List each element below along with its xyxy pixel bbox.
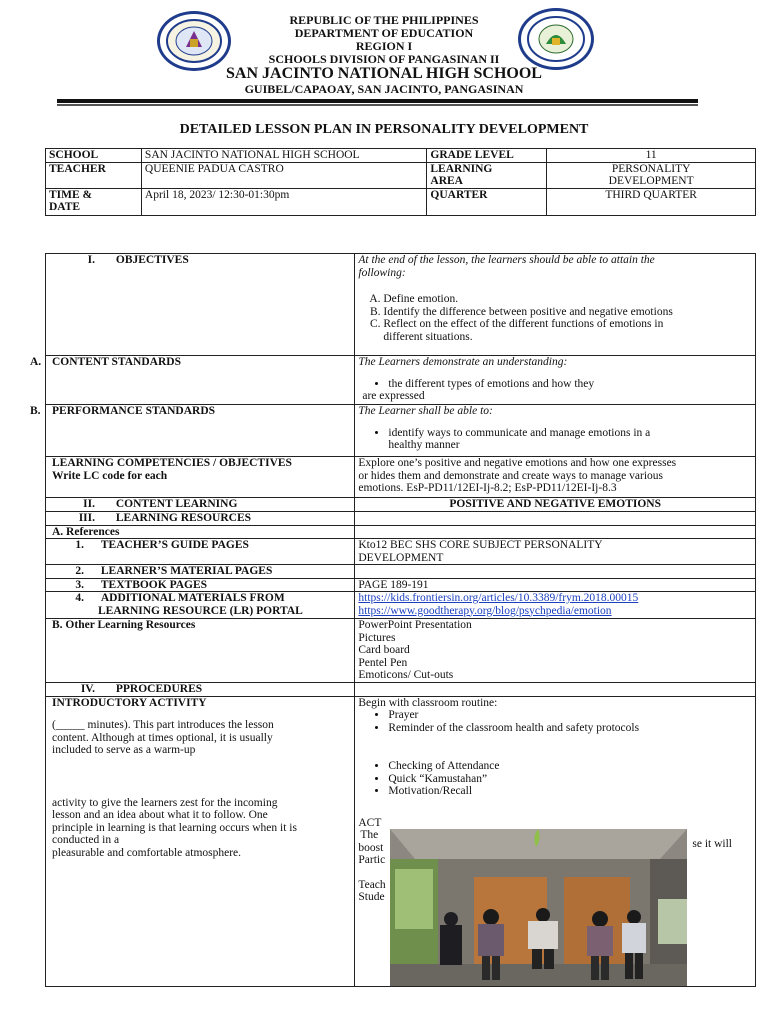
learners-material-label: LEARNER’S MATERIAL PAGES (100, 565, 273, 577)
objectives-label-cell (46, 254, 355, 356)
learning-competencies-text-3: emotions. EsP-PD11/12EI-Ij-8.2; EsP-PD11/12EI-Ij-8.3 (358, 482, 617, 494)
procedures-label-cell (46, 683, 355, 697)
textbook-num: 3. (75, 578, 84, 591)
learning-area-value (547, 162, 756, 188)
document-title: DETAILED LESSON PLAN IN PERSONALITY DEVELOPMENT (179, 122, 589, 137)
objective-item-cont: different situations. (383, 330, 473, 343)
activity-fragment-2: The (360, 829, 379, 841)
learning-competencies-label-line1: LEARNING COMPETENCIES / OBJECTIVES (52, 457, 292, 469)
objective-item (383, 318, 752, 343)
content-learning-label: CONTENT LEARNING (115, 498, 238, 510)
other-resource-item: Pictures (358, 631, 396, 644)
content-standards-side-label: A. (30, 356, 42, 368)
content-standards-bullet: • the different types of emotions and how they (388, 378, 752, 391)
learning-area-value-line1: PERSONALITY (611, 162, 691, 175)
procedures-empty (355, 683, 756, 697)
additional-materials-links (355, 592, 756, 619)
intro-text-6: principle in learning is that learning occurs when it is (52, 821, 297, 834)
header-school-name: SAN JACINTO NATIONAL HIGH SCHOOL (226, 65, 542, 82)
performance-standards-bullet (388, 427, 752, 452)
introductory-activity-label: INTRODUCTORY ACTIVITY (52, 696, 207, 709)
learning-competencies-label (46, 457, 355, 498)
performance-standards-list (358, 427, 752, 452)
routine-list-b (358, 760, 752, 798)
introductory-activity-cell (46, 696, 355, 986)
routine-item: • Checking of Attendance (388, 760, 752, 773)
other-resources-cell (355, 619, 756, 683)
time-date-label-line1: TIME & (49, 188, 93, 201)
textbook-value: PAGE 189-191 (355, 578, 756, 592)
content-standards-cell (355, 356, 756, 405)
objectives-intro-2: following: (358, 266, 406, 279)
header-address: GUIBEL/CAPAOAY, SAN JACINTO, PANGASINAN (244, 82, 524, 96)
content-learning-label-cell (46, 498, 355, 512)
activity-fragment-4: Partic (358, 854, 386, 866)
time-date-value: April 18, 2023/ 12:30-01:30pm (141, 188, 426, 215)
students-photo-icon (390, 829, 687, 986)
objectives-list (358, 293, 752, 343)
header-line-republic: REPUBLIC OF THE PHILIPPINES (289, 13, 479, 27)
content-standards-list (358, 378, 752, 391)
frontiers-link[interactable]: https://kids.frontiersin.org/articles/10.3389/frym.2018.00015 (358, 592, 639, 604)
teachers-guide-label: TEACHER’S GUIDE PAGES (100, 539, 249, 551)
learning-area-label-line2: AREA (430, 175, 463, 187)
intro-text-8: pleasurable and comfortable atmosphere. (52, 846, 242, 859)
performance-standards-label: PERFORMANCE STANDARDS (46, 405, 355, 457)
teacher-label: TEACHER (46, 162, 142, 188)
routine-item: • Reminder of the classroom health and safety protocols (388, 722, 752, 735)
other-resource-item: Emoticons/ Cut-outs (358, 669, 454, 681)
header-line-deped: DEPARTMENT OF EDUCATION (294, 26, 474, 40)
content-standards-intro: The Learners demonstrate an understanding: (358, 356, 568, 368)
activity-fragment-6: Stude (358, 891, 385, 903)
time-date-label-line2: DATE (49, 201, 81, 213)
routine-item: • Prayer (388, 709, 752, 722)
activity-fragment-right: se it will (692, 837, 732, 850)
intro-text-4: activity to give the learners zest for the incoming (52, 796, 278, 809)
intro-text-5: lesson and an idea about what it to follow. One (52, 809, 268, 821)
routine-item: • Motivation/Recall (388, 785, 752, 798)
teachers-guide-value (355, 539, 756, 565)
learning-competencies-text-1: Explore one’s positive and negative emotions and how one expresses (358, 457, 677, 469)
learning-resources-num: III. (78, 512, 95, 524)
grade-label: GRADE LEVEL (427, 149, 547, 163)
learners-material-empty (355, 565, 756, 579)
objective-item: B. Identify the difference between positive and negative emotions (383, 306, 752, 319)
intro-text-7: conducted in a (52, 834, 120, 846)
teachers-guide-value-line1: Kto12 BEC SHS CORE SUBJECT PERSONALITY (358, 539, 603, 551)
content-standards-cont: are expressed (362, 390, 425, 402)
references-empty (355, 525, 756, 539)
textbook-label-cell (46, 578, 355, 592)
teachers-guide-value-line2: DEVELOPMENT (358, 551, 444, 564)
additional-materials-label-cell (46, 592, 355, 619)
intro-text-3: included to serve as a warm-up (52, 744, 196, 756)
additional-materials-label-line2: LEARNING RESOURCE (LR) PORTAL (98, 604, 303, 617)
other-resource-item: PowerPoint Presentation (358, 619, 472, 631)
objectives-label: OBJECTIVES (115, 254, 189, 266)
objectives-intro-1: At the end of the lesson, the learners should be able to attain the (358, 254, 655, 266)
learning-area-value-line2: DEVELOPMENT (608, 175, 694, 187)
routine-item: • Quick “Kamustahan” (388, 773, 752, 786)
learners-material-num: 2. (75, 565, 84, 577)
learning-area-label (427, 162, 547, 188)
other-resources-label: B. Other Learning Resources (46, 619, 355, 683)
header-divider-thin (57, 104, 698, 106)
learning-competencies-cell (355, 457, 756, 498)
learning-competencies-text-2: or hides them and demonstrate and create ways to manage various (358, 469, 664, 482)
objective-item-text: Reflect on the effect of the different functions of emotions in (383, 318, 664, 330)
quarter-label: QUARTER (427, 188, 547, 215)
teachers-guide-num: 1. (75, 539, 84, 551)
grade-value: 11 (547, 149, 756, 163)
performance-standards-bullet-text: identify ways to communicate and manage emotions in a (388, 426, 651, 439)
objectives-num: I. (87, 254, 95, 266)
performance-standards-intro: The Learner shall be able to: (358, 405, 493, 417)
time-date-label (46, 188, 142, 215)
objective-item: A. Define emotion. (383, 293, 752, 306)
learning-area-label-line1: LEARNING (430, 162, 493, 175)
procedures-num: IV. (80, 683, 95, 695)
performance-standards-cell (355, 405, 756, 457)
learning-resources-label-cell (46, 512, 355, 526)
school-label: SCHOOL (46, 149, 142, 163)
intro-text-2: content. Although at times optional, it is usually (52, 731, 273, 744)
header-line-region: REGION I (355, 39, 413, 53)
header-line-division: SCHOOLS DIVISION OF PANGASINAN II (268, 52, 500, 66)
info-table (45, 148, 756, 216)
goodtherapy-link[interactable]: https://www.goodtherapy.org/blog/psychpedia/emotion (358, 604, 612, 617)
activity-fragment-3: boost (358, 841, 384, 854)
activity-fragment-1: ACT (358, 816, 382, 829)
learning-competencies-label-line2: Write LC code for each (52, 469, 168, 482)
additional-materials-label-line1: ADDITIONAL MATERIALS FROM (100, 592, 285, 604)
textbook-label: TEXTBOOK PAGES (100, 578, 208, 591)
procedures-label: PPROCEDURES (115, 683, 203, 695)
references-label: A. References (46, 525, 355, 539)
learning-resources-empty (355, 512, 756, 526)
school-value: SAN JACINTO NATIONAL HIGH SCHOOL (141, 149, 426, 163)
additional-materials-num: 4. (75, 592, 84, 604)
learning-resources-label: LEARNING RESOURCES (115, 512, 252, 524)
content-learning-value: POSITIVE AND NEGATIVE EMOTIONS (355, 498, 756, 512)
performance-standards-cont: healthy manner (388, 439, 460, 451)
routine-list-a (358, 709, 752, 734)
performance-standards-side-label: B. (30, 405, 41, 417)
teachers-guide-label-cell (46, 539, 355, 565)
content-standards-label: CONTENT STANDARDS (46, 356, 355, 405)
other-resource-item: Pentel Pen (358, 656, 408, 669)
header-divider (57, 99, 698, 103)
routine-intro: Begin with classroom routine: (358, 696, 498, 709)
intro-text-1: (_____ minutes). This part introduces the lesson (52, 719, 274, 731)
other-resource-item: Card board (358, 644, 410, 656)
learners-material-label-cell (46, 565, 355, 579)
objectives-content-cell (355, 254, 756, 356)
quarter-value: THIRD QUARTER (547, 188, 756, 215)
teacher-value: QUEENIE PADUA CASTRO (141, 162, 426, 188)
content-learning-num: II. (83, 498, 95, 510)
activity-fragment-5: Teach (358, 878, 386, 891)
